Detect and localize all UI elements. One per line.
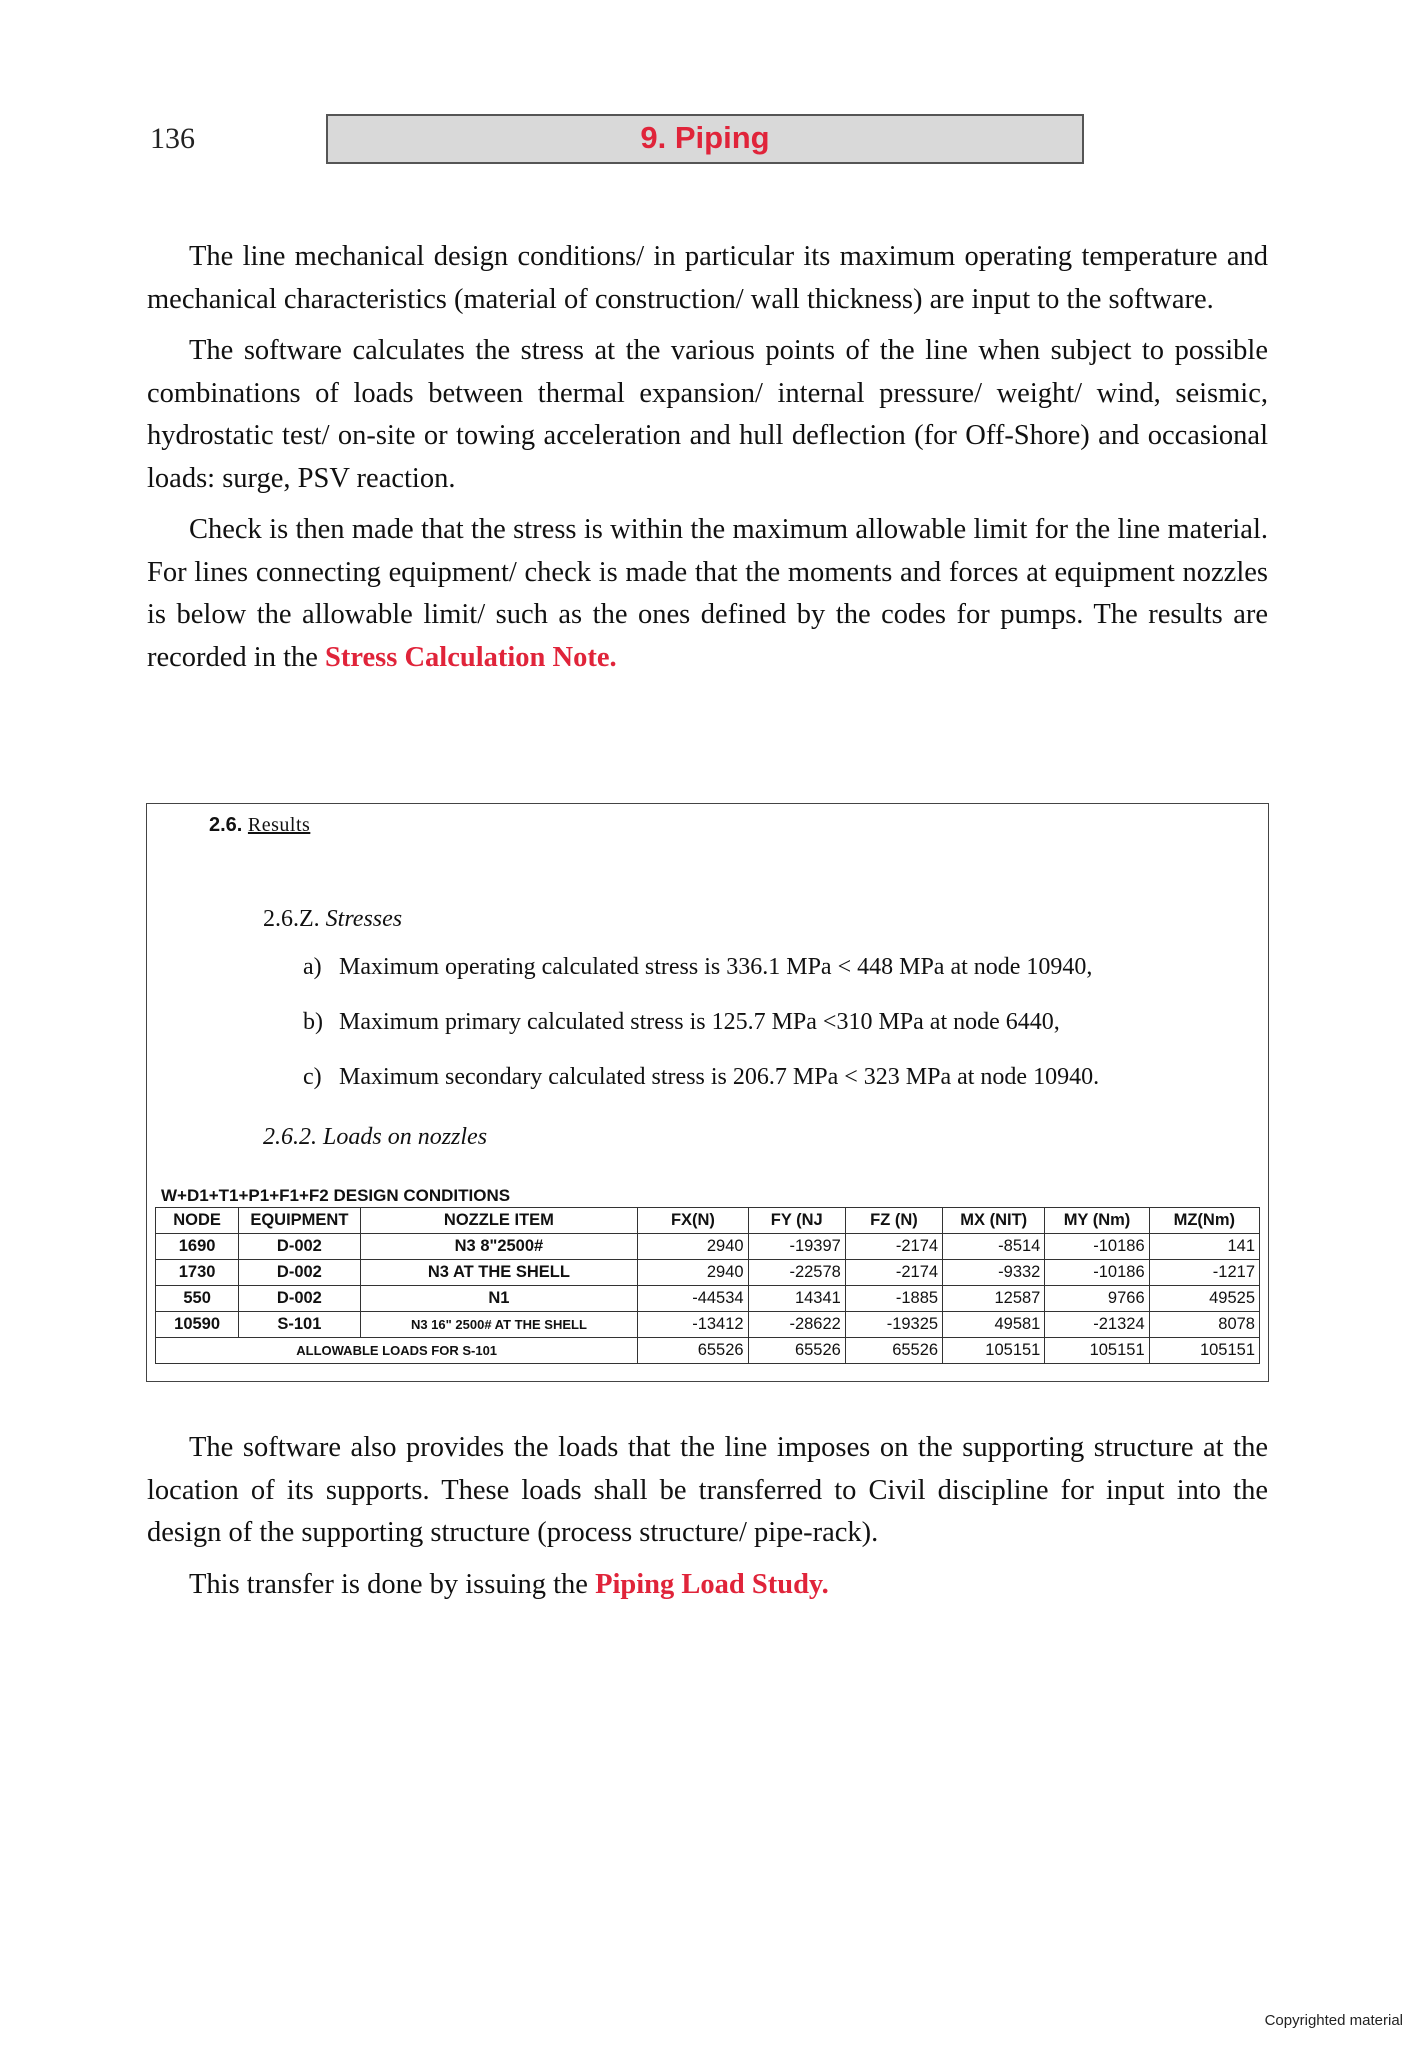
allowable-loads-label: ALLOWABLE LOADS FOR S-101 — [156, 1338, 638, 1364]
results-number: 2.6. — [209, 814, 243, 836]
cell-fx: 2940 — [638, 1234, 748, 1260]
cell-mx: 49581 — [943, 1312, 1045, 1338]
cell-fx: 2940 — [638, 1260, 748, 1286]
table-header-row — [156, 1208, 1260, 1234]
table-row — [156, 1260, 1260, 1286]
cell-fy: -22578 — [748, 1260, 845, 1286]
cell-equipment: D-002 — [239, 1234, 360, 1260]
design-conditions-title: W+D1+T1+P1+F1+F2 DESIGN CONDITIONS — [161, 1186, 511, 1205]
cell-equipment: D-002 — [239, 1286, 360, 1312]
paragraph-5 — [147, 1564, 1268, 1607]
stress-item — [303, 954, 1203, 1009]
header-nozzle-item: NOZZLE ITEM — [360, 1208, 638, 1234]
cell-fy: -19397 — [748, 1234, 845, 1260]
stress-item — [303, 1064, 1203, 1119]
cell-mz: 141 — [1149, 1234, 1259, 1260]
chapter-title: 9. Piping — [326, 114, 1084, 164]
table-row — [156, 1312, 1260, 1338]
stresses-heading-number: 2.6.Z. — [263, 906, 320, 932]
cell-fx: -13412 — [638, 1312, 748, 1338]
stress-item-text: Maximum secondary calculated stress is 206.7 MPa < 323 MPa at node 10940. — [339, 1064, 1100, 1090]
allowable-mx: 105151 — [943, 1338, 1045, 1364]
results-title: Results — [247, 814, 311, 836]
stresses-heading — [263, 906, 402, 933]
table-row — [156, 1286, 1260, 1312]
results-heading — [209, 814, 310, 837]
nozzle-loads-table — [155, 1207, 1260, 1364]
cell-mz: 49525 — [1149, 1286, 1259, 1312]
paragraph-5-text: This transfer is done by issuing the — [189, 1568, 596, 1600]
allowable-fx: 65526 — [638, 1338, 748, 1364]
copyright-notice: Copyrighted material — [1264, 2012, 1403, 2029]
paragraph-1: The line mechanical design conditions/ in particular its maximum operating temperature and mechanical characteristics (material of construction/ wall thickness) are input to the software. — [147, 241, 1268, 315]
cell-fz: -19325 — [845, 1312, 942, 1338]
paragraph-3-text: Check is then made that the stress is within the maximum allowable limit for the line material. For lines connecting equipment/ check is made that the moments and forces at equipment nozzles is below the allowable limit/ such as the ones defined by the codes for pumps. The results are recorded in the — [147, 514, 1268, 673]
header-equipment: EQUIPMENT — [239, 1208, 360, 1234]
allowable-my: 105151 — [1045, 1338, 1149, 1364]
cell-my: -10186 — [1045, 1260, 1149, 1286]
stress-calculation-note-link: Stress Calculation Note. — [325, 641, 617, 673]
stress-item-text: Maximum primary calculated stress is 125.7 MPa <310 MPa at node 6440, — [339, 1009, 1060, 1035]
page-number: 136 — [150, 122, 195, 155]
cell-my: -10186 — [1045, 1234, 1149, 1260]
header-mx: MX (NIT) — [943, 1208, 1045, 1234]
stress-item-label: a) — [303, 954, 322, 980]
cell-mx: 12587 — [943, 1286, 1045, 1312]
cell-fz: -2174 — [845, 1234, 942, 1260]
cell-node: 10590 — [156, 1312, 239, 1338]
cell-fz: -1885 — [845, 1286, 942, 1312]
body-text-bottom — [147, 1427, 1268, 1615]
results-figure — [146, 803, 1269, 1382]
stress-item-text: Maximum operating calculated stress is 336.1 MPa < 448 MPa at node 10940, — [339, 954, 1093, 980]
paragraph-3 — [147, 509, 1268, 679]
paragraph-2: The software calculates the stress at the various points of the line when subject to possible combinations of loads between thermal expansion/ internal pressure/ weight/ wind, seismic, hydrostatic test/ on-site or towing acceleration and hull deflection (for Off-Shore) and occasional loads: surge, PSV reaction. — [147, 335, 1268, 494]
header-my: MY (Nm) — [1045, 1208, 1149, 1234]
stress-item-label: c) — [303, 1064, 322, 1090]
header-fz: FZ (N) — [845, 1208, 942, 1234]
allowable-fy: 65526 — [748, 1338, 845, 1364]
cell-my: 9766 — [1045, 1286, 1149, 1312]
cell-node: 1730 — [156, 1260, 239, 1286]
header-node: NODE — [156, 1208, 239, 1234]
stresses-heading-title: Stresses — [325, 906, 403, 932]
body-text-top — [147, 236, 1268, 688]
cell-node: 550 — [156, 1286, 239, 1312]
loads-heading: 2.6.2. Loads on nozzles — [263, 1124, 488, 1150]
piping-load-study-link: Piping Load Study. — [595, 1568, 829, 1600]
cell-mz: 8078 — [1149, 1312, 1259, 1338]
header-fy: FY (NJ — [748, 1208, 845, 1234]
stress-list — [303, 954, 1203, 1119]
cell-mz: -1217 — [1149, 1260, 1259, 1286]
stress-item-label: b) — [303, 1009, 323, 1035]
cell-equipment: S-101 — [239, 1312, 360, 1338]
table-row — [156, 1234, 1260, 1260]
cell-fx: -44534 — [638, 1286, 748, 1312]
header-mz: MZ(Nm) — [1149, 1208, 1259, 1234]
cell-my: -21324 — [1045, 1312, 1149, 1338]
allowable-loads-row — [156, 1338, 1260, 1364]
stress-item — [303, 1009, 1203, 1064]
header-fx: FX(N) — [638, 1208, 748, 1234]
cell-nozzle-item: N1 — [360, 1286, 638, 1312]
cell-nozzle-item: N3 AT THE SHELL — [360, 1260, 638, 1286]
paragraph-4: The software also provides the loads that the line imposes on the supporting structure at the location of its supports. These loads shall be transferred to Civil discipline for input into the design of the supporting structure (process structure/ pipe-rack). — [147, 1432, 1268, 1548]
allowable-fz: 65526 — [845, 1338, 942, 1364]
allowable-mz: 105151 — [1149, 1338, 1259, 1364]
cell-mx: -8514 — [943, 1234, 1045, 1260]
cell-equipment: D-002 — [239, 1260, 360, 1286]
cell-mx: -9332 — [943, 1260, 1045, 1286]
cell-fy: 14341 — [748, 1286, 845, 1312]
cell-fz: -2174 — [845, 1260, 942, 1286]
cell-fy: -28622 — [748, 1312, 845, 1338]
cell-nozzle-item: N3 16" 2500# AT THE SHELL — [360, 1312, 638, 1338]
cell-node: 1690 — [156, 1234, 239, 1260]
cell-nozzle-item: N3 8"2500# — [360, 1234, 638, 1260]
